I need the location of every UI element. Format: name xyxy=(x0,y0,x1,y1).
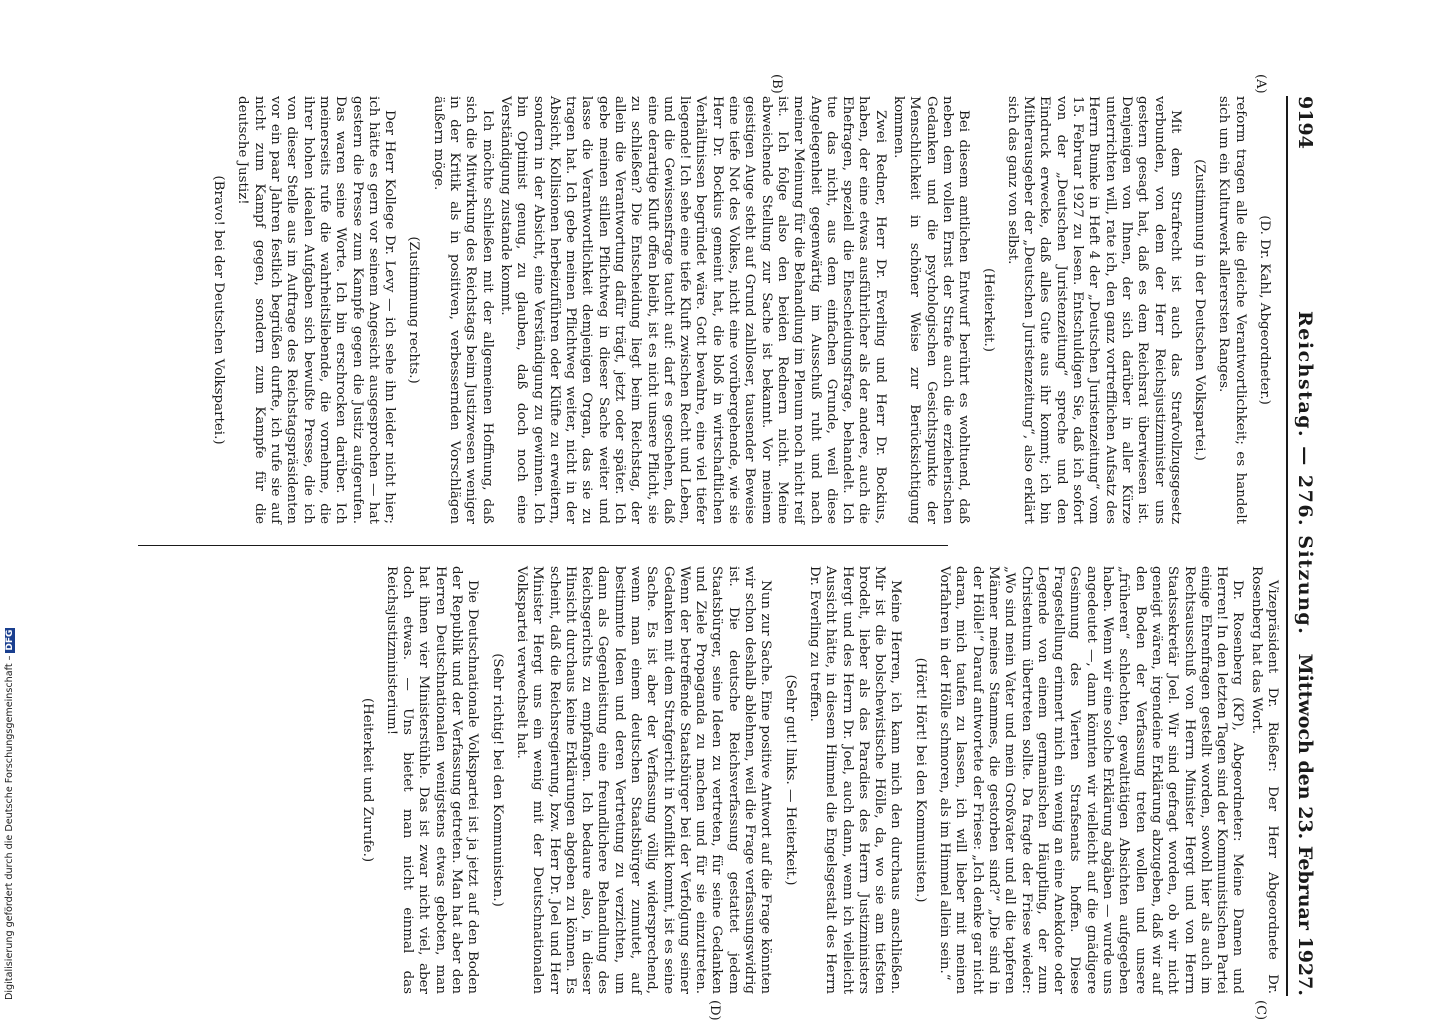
header-rule xyxy=(1286,96,1288,996)
speech-opening: Dr. Rosenberg (KP), Abgeordneter: Meine Damen und Herren! In den letzten Tagen sind der Kommunistischen Partei einige Ehrenfragen gestellt worden, sowohl hier als auch im Rechtsausschuß von Herrn Minister Hergt und von Herrn Staatssekretär Joel. Wir sind gefragt worden, ob wir nicht geneigt wären, irgendeine Erklärung abzugeben, daß wir auf den Boden der Verfassung treten wollen und unsere „früheren“ schlechten, gewalttätigen Absichten aufgegeben haben. Wenn wir eine solche Erklärung abgäben — wurde uns angedeutet —, dann könnten wir vielleicht auf die gnädigere Gesinnung des Vierten Strafsenats hoffen. Diese Fragestellung erinnert mich ein wenig an eine Anekdote oder Legende von einem germanischen Häuptling, der zum Christentum übertreten sollte. Da fragte der Friese wieder: „Wo sind mein Vater und mein Großvater und all die tapferen Männer meines Stammes, die gestorben sind?“ „Die sind in der Hölle!“ Darauf antwortete der Friese: „Ich denke gar nicht daran, mich taufen zu lassen, ich will lieber mit meinen Vorfahren in der Hölle schmoren, als im Himmel allein sein.“ xyxy=(937,566,1246,994)
interjection: (Sehr richtig! bei den Kommunisten.) xyxy=(489,653,505,907)
right-column xyxy=(350,566,1280,994)
paragraph: Ich möchte schließen mit der allgemeinen Hoffnung, daß sich die Mitwirkung des Reichstags beim Justizwesen weniger in der Kritik als in positiven, verbessernden Vorschlägen äußern möge. xyxy=(430,96,495,524)
page-header xyxy=(1290,96,1320,996)
interjection: (Heiterkeit.) xyxy=(980,268,996,352)
interjection: (Sehr gut! links. — Heiterkeit.) xyxy=(782,674,798,886)
interjection: (Heiterkeit und Zurufe.) xyxy=(359,697,375,863)
left-column xyxy=(202,96,1280,524)
page-number: 9194 xyxy=(1294,96,1316,149)
speaker-continuation: (D. Dr. Kahl, Abgeordneter.) xyxy=(1257,215,1272,405)
paragraph: Mit dem Strafrecht ist auch das Strafvollzugsgesetz verbunden, von dem der Herr Reichsjustizminister uns gestern gesagt hat, daß es dem Reichsrat überwiesen ist. Denjenigen von Ihnen, der sich darüber in aller Kürze unterrichten will, rate ich, den ganz vortrefflichen Aufsatz des Herrn Bumke in Heft 4 der „Deutschen Juristenzeitung“ vom 15. Februar 1927 zu lesen. Entschuldigen Sie, daß ich sofort von der „Deutschen Juristenzeitung“ spreche und den Eindruck erwecke, daß alles Gute aus ihr kommt; ich bin Mitherausgeber der „Deutschen Juristenzeitung“, also erklärt sich das ganz von selbst. xyxy=(1004,96,1183,524)
paragraph: Meine Herren, ich kann mich den durchaus anschließen. Mir ist die bolschewistische Hölle, da, wo sie am tiefsten brodelt, lieber als das Paradies des Herrn Justizministers Hergt und des Herrn Dr. Joel, auch dann, wenn ich vielleicht Aussicht hätte, in diesem Himmel die Engelsgestalt des Herrn Dr. Everling zu treffen. xyxy=(806,566,904,994)
session-title: Reichstag. — 276. Sitzung. xyxy=(1294,311,1316,636)
margin-marker-a: (A) xyxy=(1253,74,1268,94)
reichstag-page xyxy=(130,74,1320,1021)
paragraph: Der Herr Kollege Dr. Levy — ich sehe ihn leider nicht hier; ich hätte es gern vor seinem Angesicht ausgesprochen — hat gestern die Presse zum Kampfe gegen die Justiz aufgerufen. Das waren seine Worte. Ich bin erschrocken darüber. Ich meinerseits rufe die wahrheitsliebende, die vornehme, die ihrer hohen idealen Aufgaben sich bewußte Presse, die ich von dieser Stelle aus im Auftrage des Reichstagspräsidenten vor ein paar Jahren festlich begrüßen durfte, ich rufe sie auf nicht zum Kampf gegen, sondern zum Kampfe für die deutsche Justiz! xyxy=(235,96,398,524)
margin-marker-c: (C) xyxy=(1253,1000,1268,1021)
session-date: Mittwoch den 23. Februar 1927. xyxy=(1294,653,1316,996)
paragraph: Die Deutschnationale Volkspartei ist ja jetzt auf den Boden der Republik und der Verfassung getreten. Man hat aber den Herren Deutschnationalen wenigstens etwas geboten, man hat ihnen vier Ministerstühle. Das ist zwar nicht viel, aber doch etwas. — Uns bietet man nicht einmal das Reichsjustizministerium! xyxy=(383,566,481,994)
presiding-remark: Vizepräsident Dr. Rießer: Der Herr Abgeordnete Dr. Rosenberg hat das Wort. xyxy=(1248,566,1280,994)
interjection: (Bravo! bei der Deutschen Volkspartei.) xyxy=(211,175,227,445)
margin-marker-d: (D) xyxy=(707,1000,722,1021)
paragraph: Bei diesem amtlichen Entwurf berührt es wohltuend, daß neben dem vollen Ernst der Strafe auch die erzieherischen Gedanken und die psychologischen Gesichtspunkte der Menschlichkeit in schöner Weise zur Berücksichtigung kommen. xyxy=(891,96,972,524)
interjection: (Hört! Hört! bei den Kommunisten.) xyxy=(912,657,928,903)
margin-marker-b: (B) xyxy=(769,74,784,94)
paragraph: Nun zur Sache. Eine positive Antwort auf die Frage könnten wir schon deshalb ablehnen, weil die Frage verfassungswidrig ist. Die deutsche Reichsverfassung gestattet jedem Staatsbürger, seine Ideen zu vertreten, für seine Gedanken und Ziele Propaganda zu machen und für sie einzutreten. Wenn der betreffende Staatsbürger bei der Verfolgung seiner Gedanken mit dem Strafgericht in Konflikt kommt, ist es seine Sache. Es ist aber der Verfassung völlig widersprechend, wenn man einem deutschen Staatsbürger zumutet, auf bestimmte Ideen und deren Vertretung zu verzichten, um dann als Gegenleistung eine freundlichere Behandlung des Reichsgerichts zu empfangen. Ich bedaure also, in dieser Hinsicht durchaus keine Erklärungen abgeben zu können. Es scheint, daß die Reichsregierung, bzw. Herr Dr. Joel und Herr Minister Hergt uns ein wenig mit der Deutschnationalen Volkspartei verwechselt hat. xyxy=(513,566,774,994)
digitization-footer xyxy=(4,607,22,1000)
interjection: (Zustimmung rechts.) xyxy=(406,236,422,384)
funding-note: Digitalisierung gefördert durch die Deutsche Forschungsgemeinschaft – xyxy=(4,655,15,1000)
interjection: (Zustimmung in der Deutschen Volkspartei.) xyxy=(1192,159,1208,461)
paragraph: reform tragen alle die gleiche Verantwortlichkeit; es handelt sich um ein Kulturwerk allerersten Ranges. xyxy=(1216,96,1248,524)
column-divider xyxy=(138,545,948,546)
paragraph: Zwei Redner, Herr Dr. Everling und Herr Dr. Bockius, haben, der eine etwas ausführlicher als der andere, auch die Ehefragen, speziell die Ehescheidungsfrage, behandelt. Ich tue das nicht, aus dem einfachen Grunde, weil diese Angelegenheit gegenwärtig im Ausschuß ruht und nach meiner Meinung für die Behandlung im Plenum noch nicht reif ist. Ich folge also den beiden Rednern nicht. Meine abweichende Stellung zur Sache ist bekannt. Vor meinem geistigen Auge steht auf Grund zahlloser, tausender Beweise eine tiefe Not des Volkes, nicht eine vorübergehende, wie sie Herr Dr. Bockius gemeint hat, die bloß in wirtschaftlichen Verhältnissen begründet wäre. Gott bewahre, eine viel tiefer liegende! Ich sehe eine tiefe Kluft zwischen Recht und Leben, und die Gewissensfrage taucht auf: darf es geschehen, daß eine derartige Kluft offen bleibt, ist es nicht unsere Pflicht, sie zu schließen? Die Entscheidung liegt beim Reichstag, der allein die Verantwortung dafür trägt, jetzt oder später. Ich gebe meinen stillen Pflichtweg in dieser Sache weiter und lasse die Verantwortlichkeit demjenigen Organ, das sie zu tragen hat. Ich gebe meinen Pflichtweg weiter, nicht in der Absicht, Kollisionen herbeizuführen oder Klüfte zu erweitern, sondern in der Absicht, eine Verständigung zu gewinnen. Ich bin Optimist genug, zu glauben, daß doch noch eine Verständigung zustande kommt. xyxy=(497,96,888,524)
dfg-logo: DFG xyxy=(5,629,15,651)
